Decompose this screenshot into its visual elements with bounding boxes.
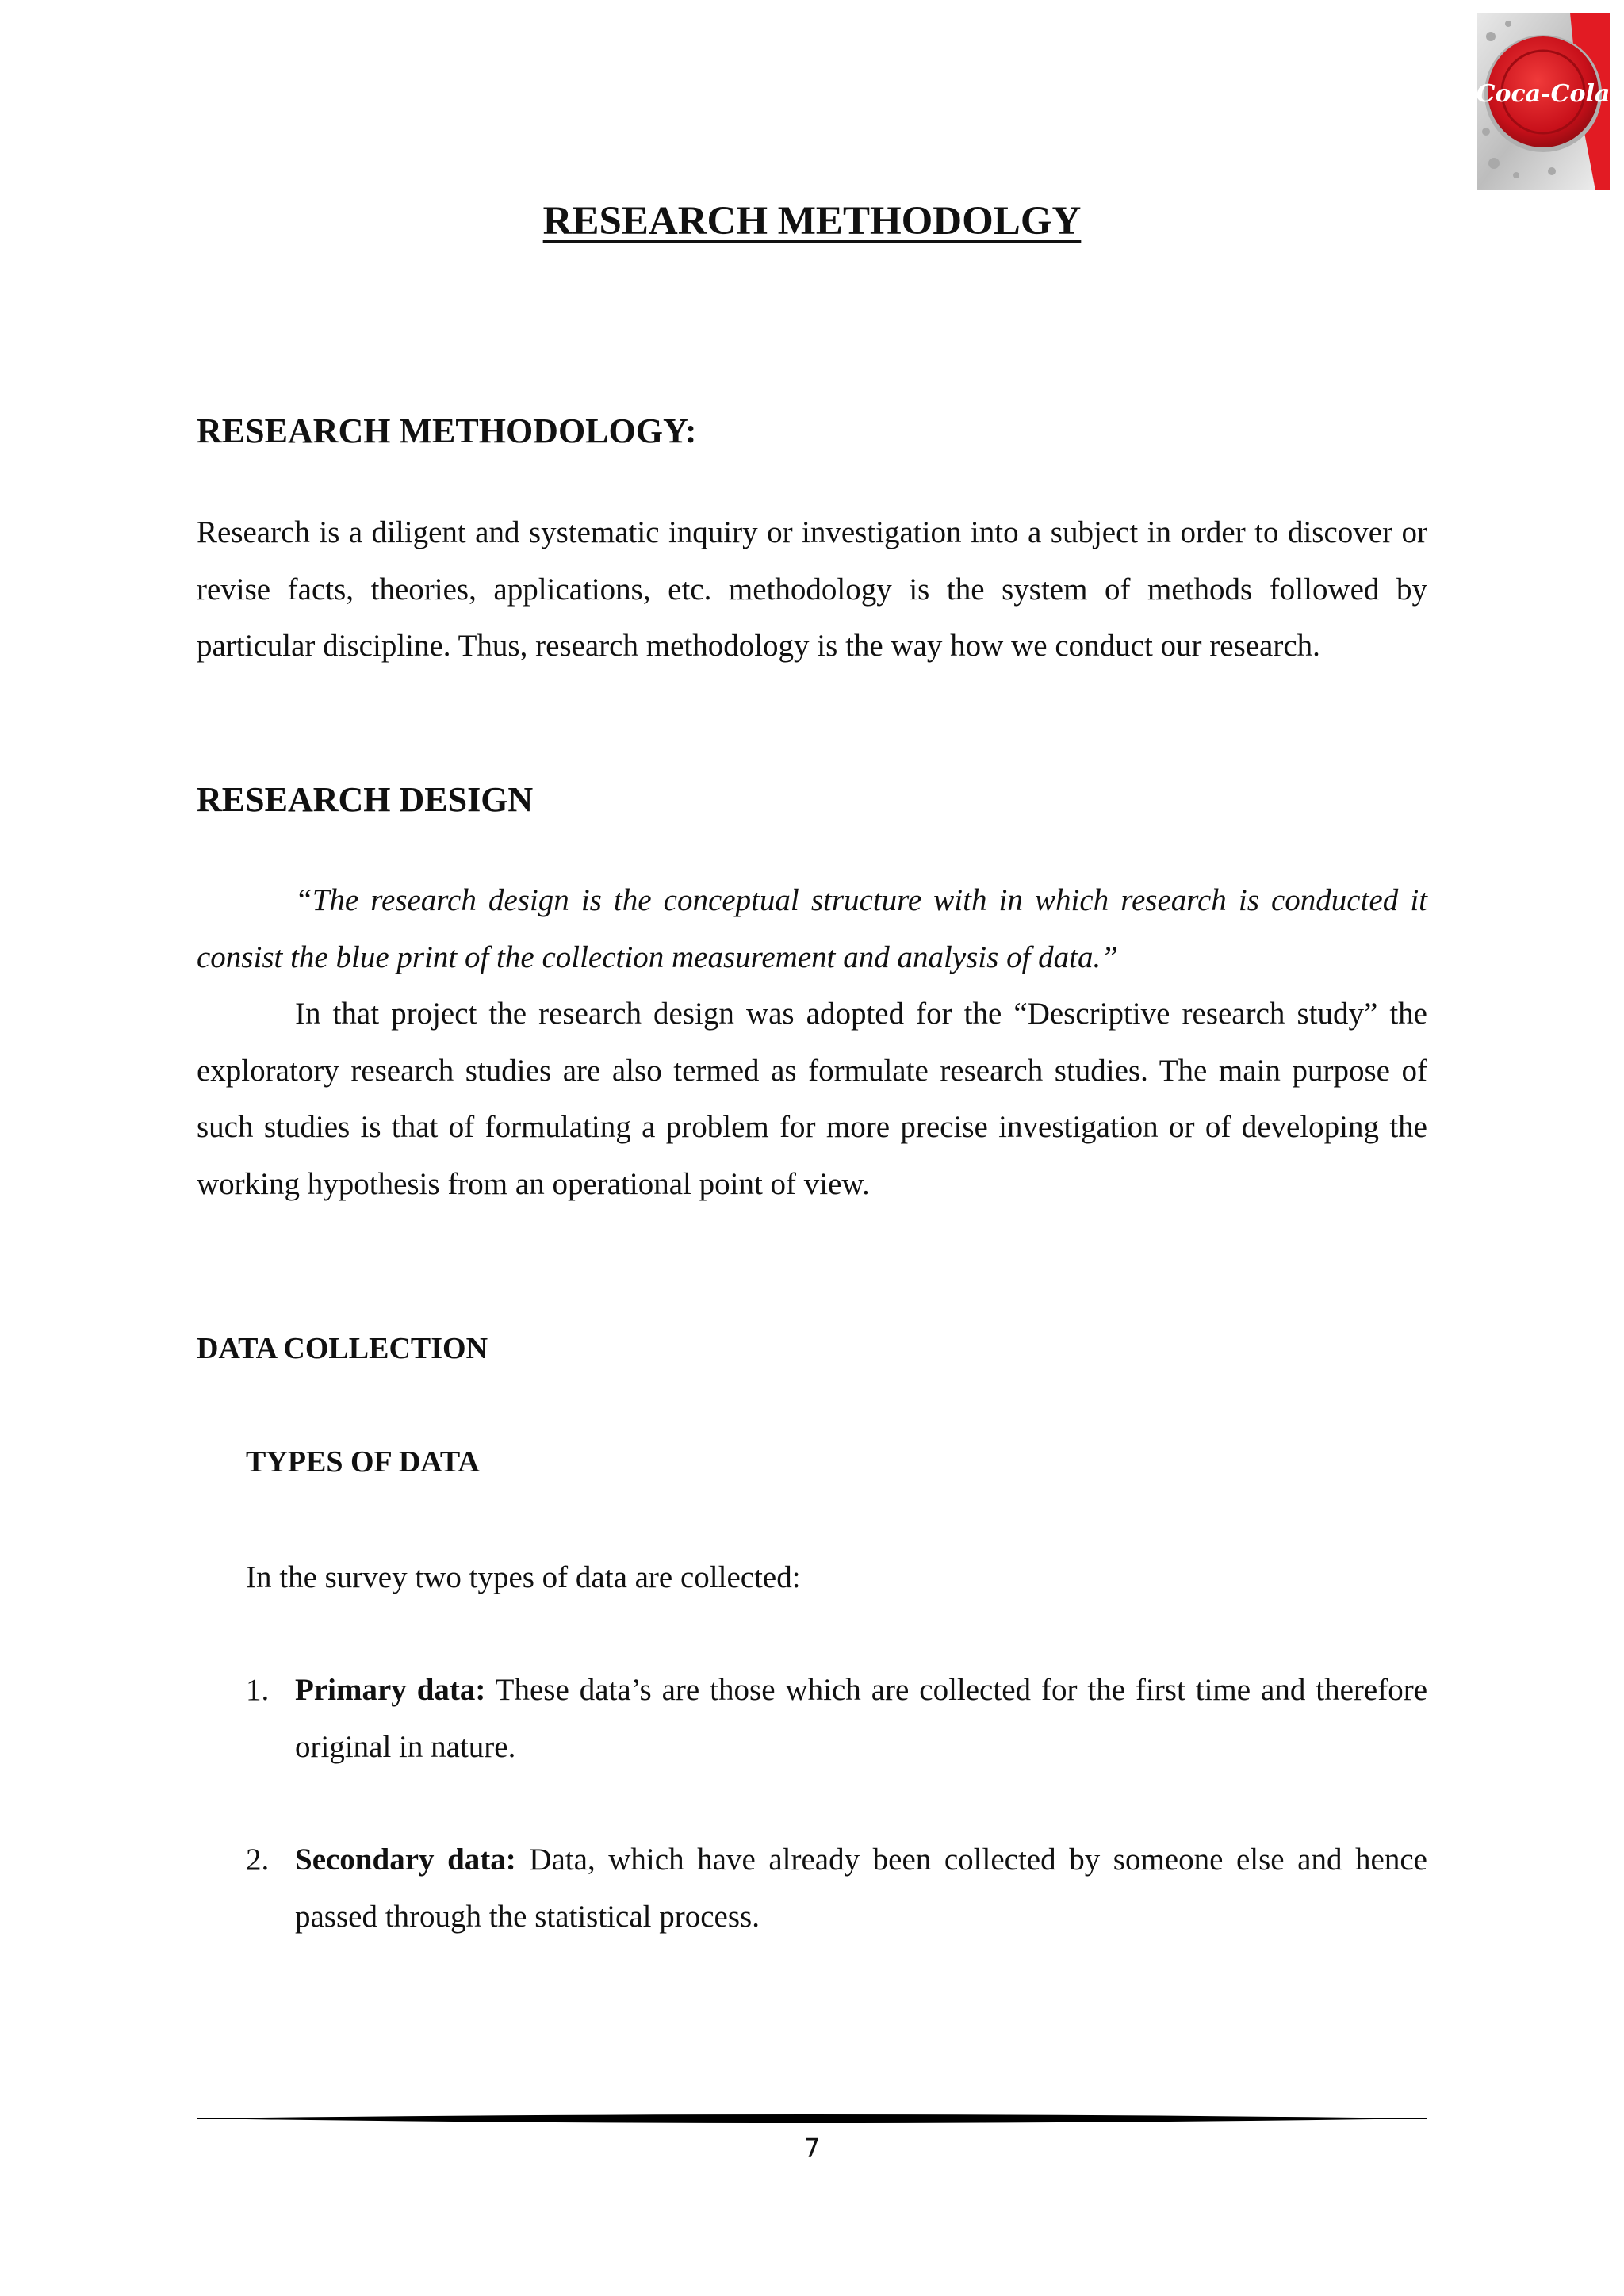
svg-text:Coca-Cola: Coca-Cola: [1477, 80, 1610, 108]
list-item-secondary-data: [246, 1831, 1427, 1945]
page-title-text: RESEARCH METHODOLGY: [542, 199, 1082, 243]
page-title: [0, 193, 1624, 249]
types-of-data-heading: TYPES OF DATA: [246, 1445, 480, 1479]
list-item-primary-data: [246, 1662, 1427, 1775]
list-item-body: [295, 1662, 1427, 1775]
footer-divider: [197, 2109, 1427, 2128]
coca-cola-logo: [1477, 13, 1610, 190]
page-number: 7: [803, 2133, 821, 2164]
list-item-term: Secondary data:: [295, 1843, 516, 1877]
list-item-text: Data, which have already been collected by someone else and hence passed through the statistical process.: [295, 1843, 1427, 1934]
research-design-heading: RESEARCH DESIGN: [197, 780, 534, 819]
research-methodology-heading: RESEARCH METHODOLOGY:: [197, 411, 697, 450]
bottle-cap-icon: [1477, 13, 1610, 190]
list-item-text: These data’s are those which are collected for the first time and therefore original in nature.: [295, 1673, 1427, 1764]
data-collection-intro: In the survey two types of data are collected:: [246, 1560, 801, 1594]
list-item-body: [295, 1831, 1427, 1945]
research-design-quote: “The research design is the conceptual structure with in which research is conducted it consist the blue print of the collection measurement and analysis of data.”: [197, 883, 1427, 974]
list-item-term: Primary data:: [295, 1673, 486, 1707]
research-methodology-paragraph: Research is a diligent and systematic inquiry or investigation into a subject in order to discover or revise facts, theories, applications, etc. methodology is the system of methods followed by particular discipline. Thus, research methodology is the way how we conduct our research.: [197, 515, 1427, 663]
research-design-paragraph: In that project the research design was adopted for the “Descriptive research study” the exploratory research studies are also termed as formulate research studies. The main purpose of such studies is that of formulating a problem for more precise investigation or of developing the working hypothesis from an operational point of view.: [197, 997, 1427, 1201]
list-item-number: 1.: [246, 1673, 270, 1707]
list-item-number: 2.: [246, 1843, 270, 1877]
data-collection-heading: DATA COLLECTION: [197, 1332, 488, 1365]
